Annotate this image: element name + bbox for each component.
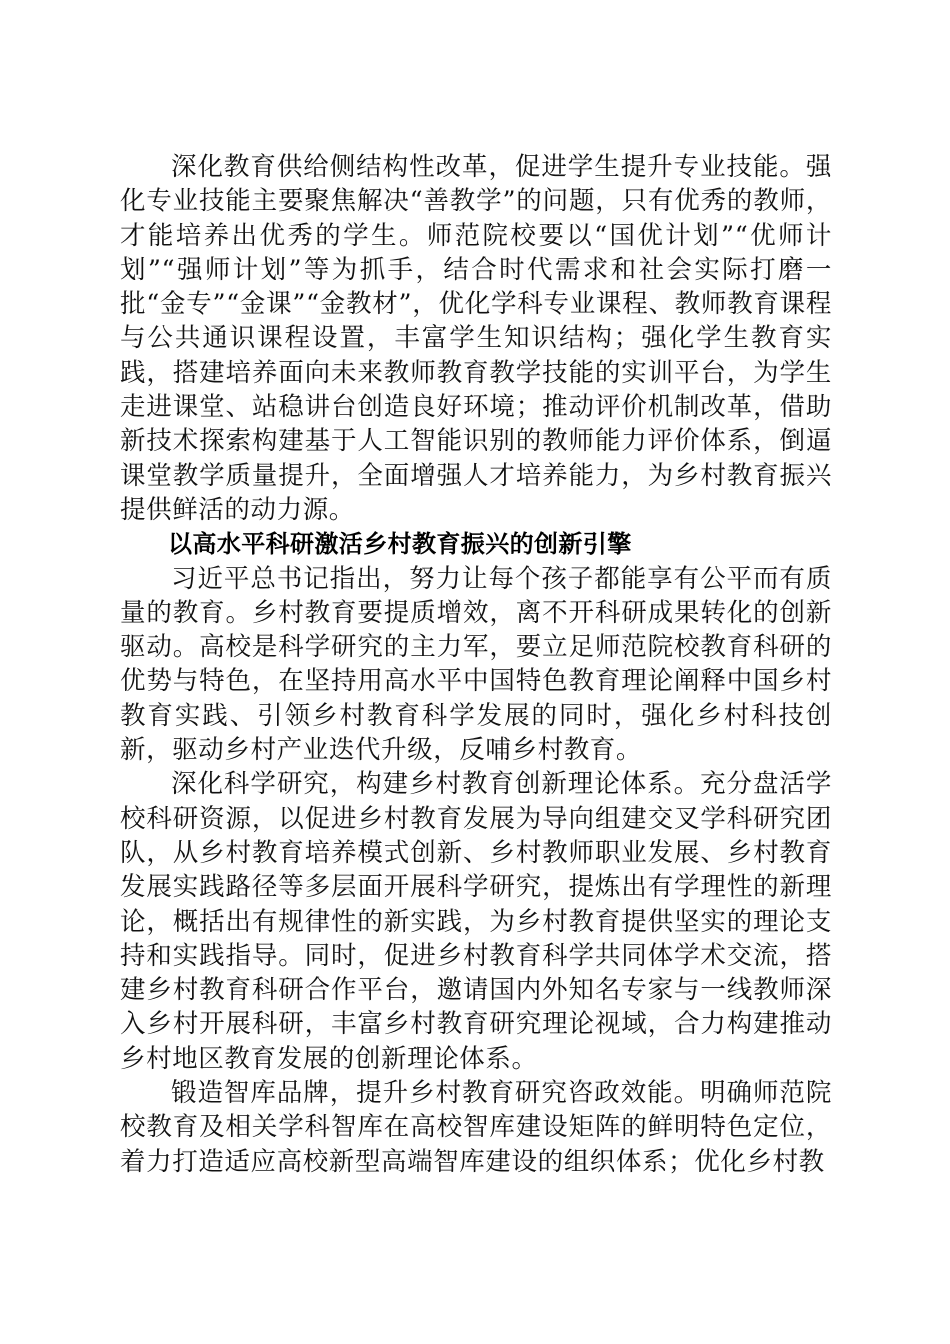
section-heading-research: 以高水平科研激活乡村教育振兴的创新引擎 [168,530,632,559]
paragraph-theory-system: 深化科学研究，构建乡村教育创新理论体系。充分盘活学校科研资源，以促进乡村教育发展为导向组建交叉学科研究团队，从乡村教育培养模式创新、乡村教师职业发展、乡村教育发展实践路径等多层面开展科学研究，提炼出有学理性的新理论，概括出有规律性的新实践，为乡村教育提供坚实的理论支持和实践指导。同时，促进乡村教育科学共同体学术交流，搭建乡村教育科研合作平台，邀请国内外知名专家与一线教师深入乡村开展科研，丰富乡村教育研究理论视域，合力构建推动乡村地区教育发展的创新理论体系。 [120,769,832,1074]
document-page [120,150,832,1179]
paragraph-practice-skills: 深化教育供给侧结构性改革，促进学生提升专业技能。强化专业技能主要聚焦解决“善教学”的问题，只有优秀的教师，才能培养出优秀的学生。师范院校要以“国优计划”“优师计划”“强师计划”等为抓手，结合时代需求和社会实际打磨一批“金专”“金课”“金教材”，优化学科专业课程、教师教育课程与公共通识课程设置，丰富学生知识结构；强化学生教育实践，搭建培养面向未来教师教育教学技能的实训平台，为学生走进课堂、站稳讲台创造良好环境；推动评价机制改革，借助新技术探索构建基于人工智能识别的教师能力评价体系，倒逼课堂教学质量提升，全面增强人才培养能力，为乡村教育振兴提供鲜活的动力源。 [120,152,832,525]
paragraph-think-tank: 锻造智库品牌，提升乡村教育研究咨政效能。明确师范院校教育及相关学科智库在高校智库建设矩阵的鲜明特色定位，着力打造适应高校新型高端智库建设的组织体系；优化乡村教 [120,1078,832,1177]
paragraph-research-intro: 习近平总书记指出，努力让每个孩子都能享有公平而有质量的教育。乡村教育要提质增效，离不开科研成果转化的创新驱动。高校是科学研究的主力军，要立足师范院校教育科研的优势与特色，在坚持用高水平中国特色教育理论阐释中国乡村教育实践、引领乡村教育科学发展的同时，强化乡村科技创新，驱动乡村产业迭代升级，反哺乡村教育。 [120,563,832,766]
